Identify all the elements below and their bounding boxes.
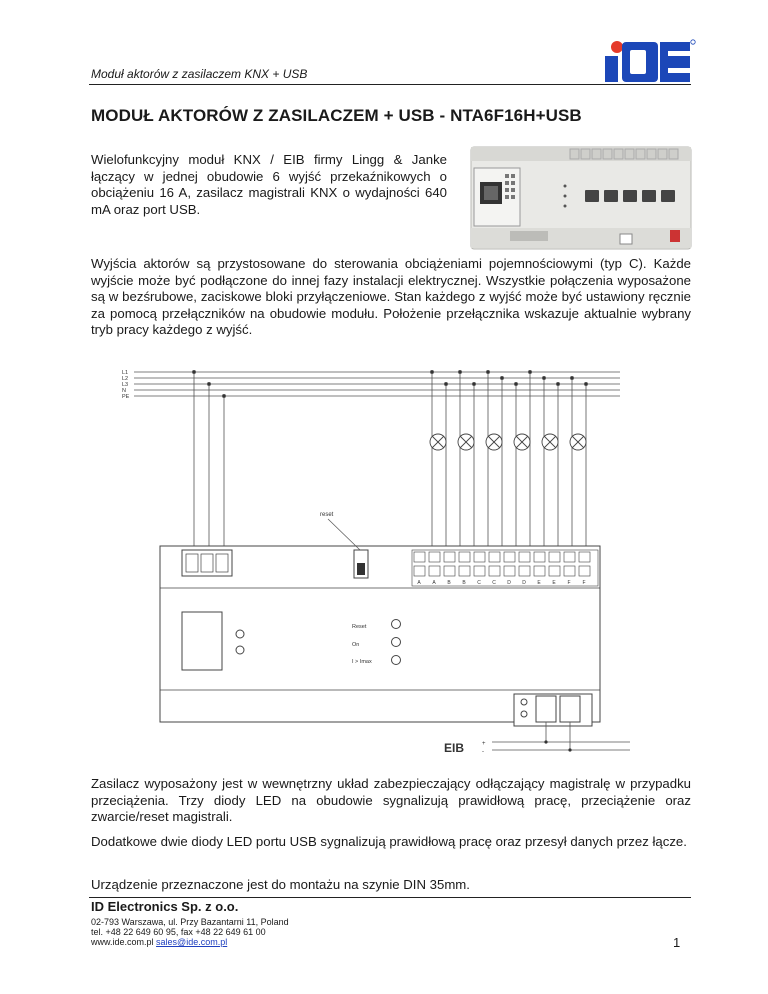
- mounting-paragraph: Urządzenie przeznaczone jest do montażu na szynie DIN 35mm.: [91, 877, 470, 892]
- intro-paragraph: Wielofunkcyjny moduł KNX / EIB firmy Lingg & Janke łączący w jednej obudowie 6 wyjść przekaźnikowych o obciążeniu 16 A, zasilacz magistrali KNX o wydajności 640 mA oraz port USB.: [91, 152, 447, 217]
- company-phone: tel. +48 22 649 60 95, fax +48 22 649 61 00: [91, 927, 266, 937]
- terminal-d2: D: [522, 580, 526, 586]
- wiring-diagram: [120, 358, 640, 766]
- usb-paragraph: Dodatkowe dwie diody LED portu USB sygnalizują prawidłową pracę oraz przesył danych przez łącze.: [91, 834, 687, 849]
- terminal-f1: F: [567, 580, 571, 586]
- led-label-reset: Reset: [352, 624, 367, 630]
- footer-rule: [89, 897, 691, 898]
- eib-polarity-minus: -: [482, 749, 484, 755]
- company-name: ID Electronics Sp. z o.o.: [91, 899, 239, 914]
- header-title: Moduł aktorów z zasilaczem KNX + USB: [91, 67, 308, 81]
- terminal-c1: C: [477, 580, 481, 586]
- device-photo: [470, 146, 692, 250]
- bus-label-n: N: [122, 388, 126, 394]
- website-text: www.ide.com.pl: [91, 937, 154, 947]
- ide-logo: [602, 38, 696, 84]
- eib-polarity-plus: +: [482, 741, 486, 747]
- power-supply-paragraph: Zasilacz wyposażony jest w wewnętrzny układ zabezpieczający odłączający magistralę w przypadku przeciążenia. Trzy diody LED na obudowie sygnalizują prawidłową pracę, przeciążenie oraz zwarcie/reset magistrali.: [91, 776, 691, 824]
- bus-label-l1: L1: [122, 370, 129, 376]
- terminal-a2: A: [432, 580, 436, 586]
- led-label-imax: I > Imax: [352, 659, 372, 665]
- outputs-paragraph: Wyjścia aktorów są przystosowane do sterowania obciążeniami pojemnościowymi (typ C). Każde wyjście może być podłączone do innej fazy instalacji elektrycznej. Wszystkie połączenia wyposażone są w bezśrubowe, zaciskowe bloki przyłączeniowe. Stan każdego z wyjść może być ustawiony ręcznie za pomocą przełączników na obudowie modułu. Położenie przełącznika wskazuje aktualnie wybrany tryb pracy każdego z wyjść.: [91, 256, 691, 337]
- led-label-on: On: [352, 642, 360, 648]
- bus-label-l2: L2: [122, 376, 129, 382]
- terminal-c2: C: [492, 580, 496, 586]
- email-link[interactable]: sales@ide.com.pl: [156, 937, 228, 947]
- company-contact: [91, 937, 227, 947]
- page-title: MODUŁ AKTORÓW Z ZASILACZEM + USB - NTA6F16H+USB: [91, 106, 582, 125]
- reset-label: reset: [320, 512, 334, 518]
- page-number: 1: [673, 935, 681, 950]
- terminal-e1: E: [537, 580, 541, 586]
- bus-label-l3: L3: [122, 382, 129, 388]
- eib-label: EIB: [444, 741, 465, 755]
- company-address: 02-793 Warszawa, ul. Przy Bazantarni 11, Poland: [91, 917, 289, 927]
- terminal-f2: F: [582, 580, 586, 586]
- bus-label-pe: PE: [122, 394, 130, 400]
- terminal-e2: E: [552, 580, 556, 586]
- terminal-b2: B: [462, 580, 466, 586]
- terminal-b1: B: [447, 580, 451, 586]
- header-rule: [89, 84, 691, 85]
- terminal-d1: D: [507, 580, 511, 586]
- terminal-a1: A: [417, 580, 421, 586]
